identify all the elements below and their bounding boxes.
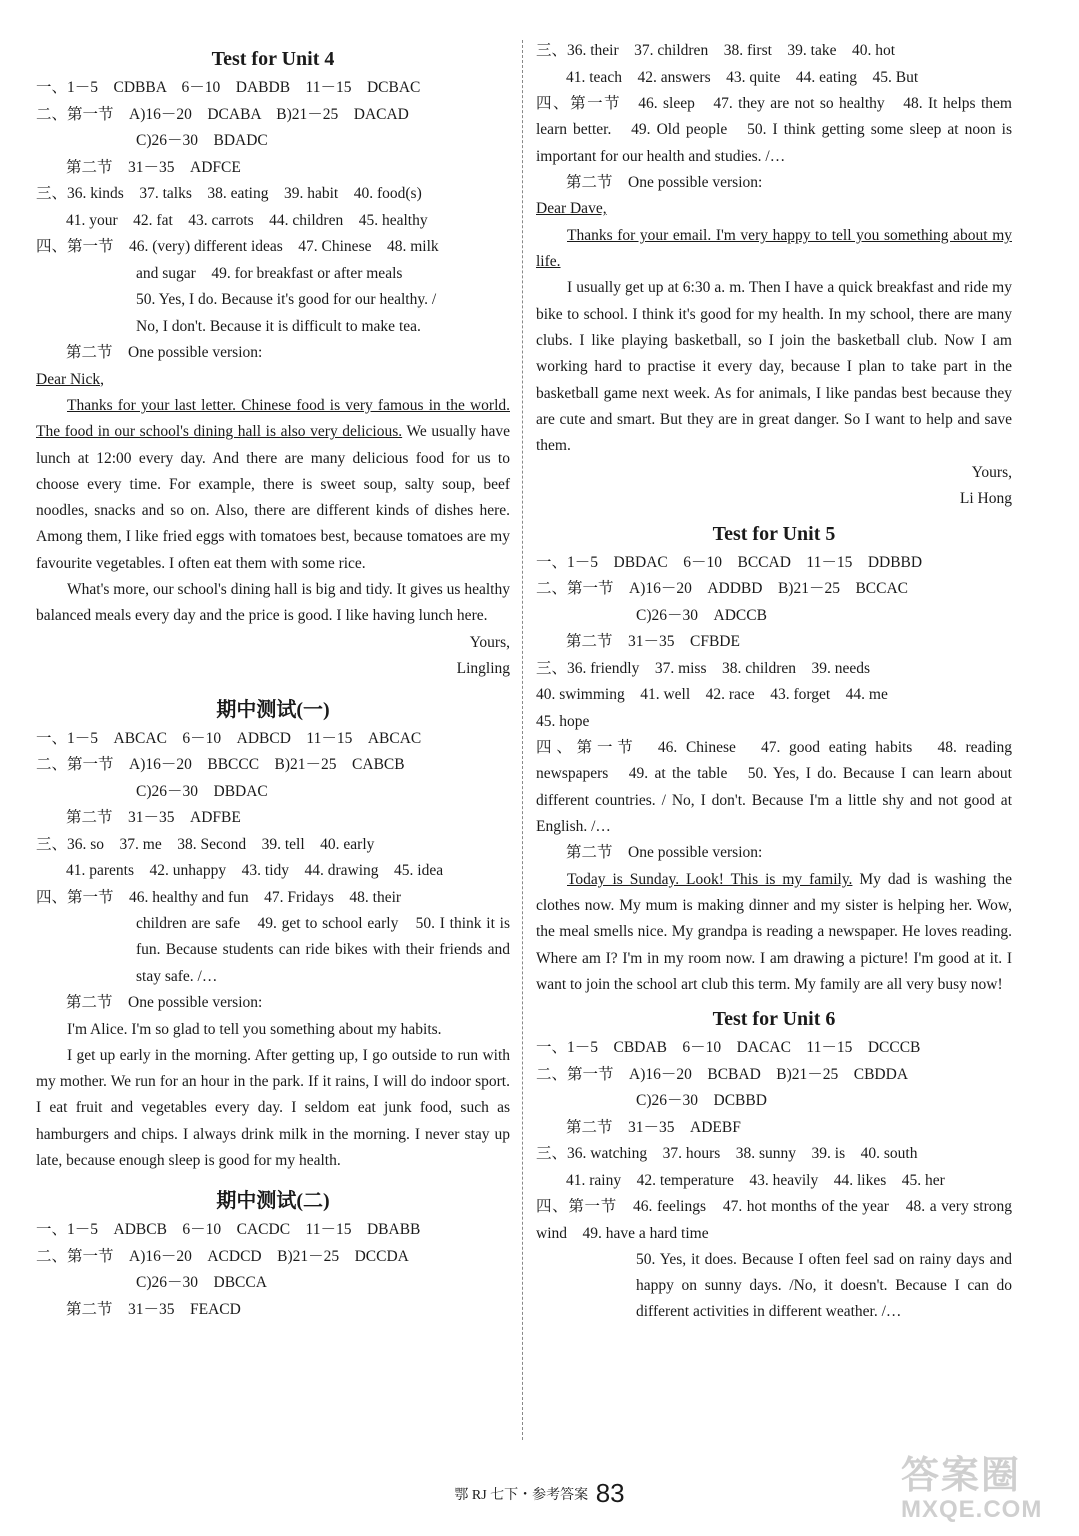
answer-line: 第二节 One possible version: — [566, 173, 763, 191]
answer-line: and sugar 49. for breakfast or after meals — [136, 264, 403, 282]
section-title: Test for Unit 4 — [211, 48, 335, 70]
letter-closing: Yours, — [971, 463, 1012, 481]
essay-paragraph — [536, 867, 1012, 998]
essay-paragraph — [36, 393, 510, 577]
essay-text: We usually have lunch at 12:00 every day. And there are many delicious food for us to choose every time. For example, there is sweet soup, salty soup, beef noodles, snacks and so on. Also, there are different kinds of dishes here. Among them, I like fried eggs with tomatoes best, because tomatoes are my favourite vegetables. I often eat them with some rice. — [36, 423, 510, 572]
answer-line: 第二节 31－35 CFBDE — [566, 633, 740, 651]
footer-label: 鄂 RJ 七下・参考答案 — [454, 1488, 589, 1503]
answer-paragraph: 四、第一节 46. Chinese 47. good eating habits 48. reading newspapers 49. at the table 50. Yes, I do. Because I can learn about different countries. / No, I don't. Because I'm a little shy and not good at English. /… — [536, 739, 1012, 835]
column-divider — [522, 40, 523, 1440]
answer-line: 第二节 31－35 ADFCE — [66, 158, 241, 176]
answer-line: 41. teach 42. answers 43. quite 44. eating 45. But — [566, 68, 919, 86]
answer-line: 二、第一节 A)16－20 BBCCC B)21－25 CABCB — [36, 756, 405, 774]
answer-line: 三、36. kinds 37. talks 38. eating 39. habit 40. food(s) — [36, 185, 422, 202]
answer-line: 一、1－5 CDBBA 6－10 DABDB 11－15 DCBAC — [36, 79, 421, 96]
letter-signature: Lingling — [456, 660, 510, 678]
essay-paragraph: I usually get up at 6:30 a. m. Then I have a quick breakfast and ride my bike to school. I think it's good for my health. In my school, there are many clubs. I like playing basketball, so I join the basketball club. Now I am working hard to practise it every day, because I plan to take part in the basketball game next week. As for animals, I like pandas best because they are cute and smart. But they are in great danger. So I want to help and save them. — [536, 279, 1012, 455]
answer-paragraph: children are safe 49. get to school early 50. I think it is fun. Because students can ride bikes with their friends and stay safe. /… — [136, 915, 510, 985]
answer-line: C)26－30 ADCCB — [636, 606, 767, 624]
answer-line: 第二节 One possible version: — [66, 344, 263, 361]
section-title: 期中测试(二) — [216, 1190, 330, 1213]
answer-line: 三、36. friendly 37. miss 38. children 39. needs — [536, 659, 871, 677]
answer-line: 45. hope — [536, 712, 590, 730]
section-title: 期中测试(一) — [216, 698, 330, 721]
section-title: Test for Unit 5 — [712, 522, 836, 545]
answer-line: 第二节 31－35 ADEBF — [566, 1118, 741, 1136]
answer-line: C)26－30 DBDAC — [136, 782, 268, 800]
letter-salutation: Dear Dave, — [536, 200, 607, 218]
essay-text: My dad is washing the clothes now. My mum is making dinner and my sister is helping her. Wow, the meal smells nice. My grandpa is reading a newspaper. He loves reading. Where am I? I'm in my room now. I am drawing a picture! I'm good at it. I want to join the school art club this term. My family are all very busy now! — [536, 870, 1012, 993]
answer-line: 二、第一节 A)16－20 ADDBD B)21－25 BCCAC — [536, 580, 909, 598]
page-number: 83 — [595, 1478, 625, 1508]
underlined-sentence: Thanks for your email. I'm very happy to tell you something about my life. — [536, 226, 1012, 271]
answer-line: 第二节 31－35 FEACD — [66, 1300, 241, 1318]
answer-line: 四、第一节 46. healthy and fun 47. Fridays 48. their — [36, 888, 402, 906]
section-title: Test for Unit 6 — [712, 1008, 836, 1031]
left-column — [36, 38, 510, 1323]
answer-line: 50. Yes, I do. Because it's good for our healthy. / — [136, 291, 437, 308]
answer-line: 一、1－5 DBDAC 6－10 BCCAD 11－15 DDBBD — [536, 553, 923, 571]
answer-line: 41. parents 42. unhappy 43. tidy 44. drawing 45. idea — [66, 862, 444, 880]
answer-line: 二、第一节 A)16－20 ACDCD B)21－25 DCCDA — [36, 1247, 409, 1265]
watermark-en: MXQE.COM — [901, 1496, 1043, 1523]
letter-salutation: Dear Nick, — [36, 370, 104, 388]
essay-paragraph: What's more, our school's dining hall is big and tidy. It gives us healthy balanced meals every day and the price is good. I like having lunch here. — [36, 581, 510, 625]
underlined-sentence: Thanks for your last letter. Chinese food is very famous in the world. The food in our school's dining hall is also very delicious. — [36, 397, 510, 441]
answer-line: 41. your 42. fat 43. carrots 44. children 45. healthy — [66, 211, 428, 229]
answer-paragraph: 50. Yes, it does. Because I often feel sad on rainy days and happy on sunny days. /No, it doesn't. Because I can do different activities in different weather. /… — [636, 1250, 1012, 1321]
answer-line: No, I don't. Because it is difficult to make tea. — [136, 317, 421, 335]
answer-line: C)26－30 DBCCA — [136, 1274, 267, 1292]
watermark-logo — [901, 1456, 1071, 1530]
answer-line: 二、第一节 A)16－20 BCBAD B)21－25 CBDDA — [536, 1065, 909, 1083]
answer-line: 第二节 One possible version: — [566, 844, 763, 862]
answer-line: 四、第一节 46. (very) different ideas 47. Chinese 48. milk — [36, 238, 439, 255]
letter-closing: Yours, — [469, 633, 510, 651]
essay-paragraph: I'm Alice. I'm so glad to tell you something about my habits. — [67, 1020, 442, 1038]
answer-line: C)26－30 BDADC — [136, 132, 268, 149]
answer-line: 一、1－5 ADBCB 6－10 CACDC 11－15 DBABB — [36, 1221, 421, 1239]
answer-line: 第二节 31－35 ADFBE — [66, 809, 241, 827]
answer-line: 二、第一节 A)16－20 DCABA B)21－25 DACAD — [36, 105, 409, 123]
watermark-cn: 答案圈 — [901, 1455, 1022, 1497]
answer-line: 三、36. their 37. children 38. first 39. take 40. hot — [536, 42, 896, 59]
right-column — [536, 38, 1012, 1326]
answer-paragraph: 四、第一节 46. sleep 47. they are not so healthy 48. It helps them learn better. 49. Old people 50. I think getting some sleep at noon is important for our health and studies. /… — [536, 95, 1012, 165]
answer-line: 40. swimming 41. well 42. race 43. forget 44. me — [536, 686, 888, 704]
answer-paragraph: 四、第一节 46. feelings 47. hot months of the year 48. a very strong wind 49. have a hard time — [536, 1198, 1012, 1242]
underlined-sentence: Today is Sunday. Look! This is my family. — [567, 870, 853, 888]
answer-line: C)26－30 DCBBD — [636, 1092, 767, 1110]
answer-line: 三、36. watching 37. hours 38. sunny 39. is 40. south — [536, 1145, 918, 1163]
answer-line: 第二节 One possible version: — [66, 994, 263, 1012]
letter-signature: Li Hong — [959, 490, 1012, 508]
answer-line: 一、1－5 ABCAC 6－10 ADBCD 11－15 ABCAC — [36, 729, 422, 747]
answer-line: 三、36. so 37. me 38. Second 39. tell 40. early — [36, 835, 375, 853]
answer-line: 41. rainy 42. temperature 43. heavily 44. likes 45. her — [566, 1171, 945, 1189]
answer-line: 一、1－5 CBDAB 6－10 DACAC 11－15 DCCCB — [536, 1039, 921, 1057]
essay-paragraph: I get up early in the morning. After getting up, I go outside to run with my mother. We run for an hour in the park. If it rains, I will do indoor sport. I eat fruit and vegetables every day. I seldom eat junk food, such as hamburgers and chips. I always drink milk in the morning. I never stay up late, because enough sleep is good for my health. — [36, 1046, 510, 1170]
